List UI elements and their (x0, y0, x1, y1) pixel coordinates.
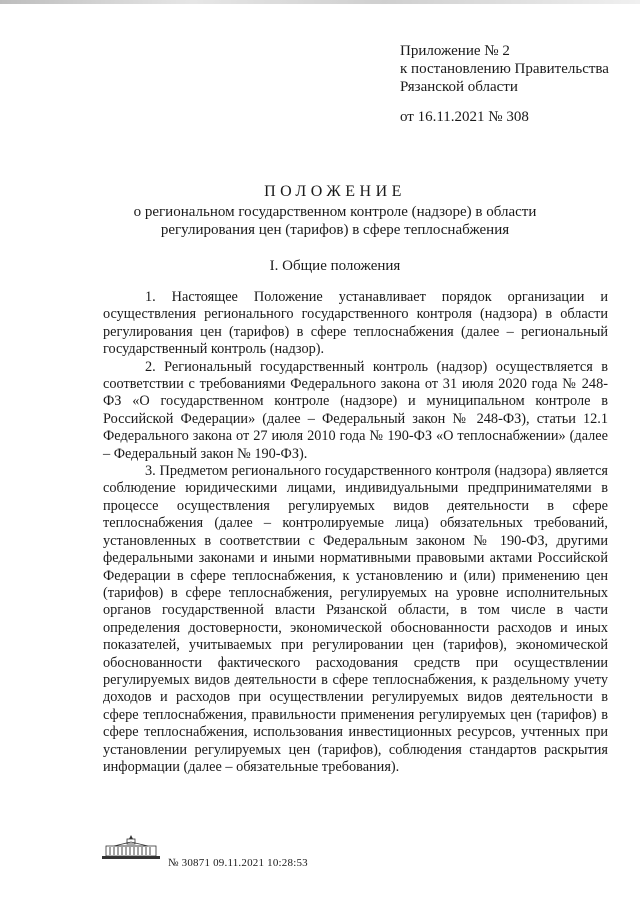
appendix-number: Приложение № 2 (400, 43, 510, 59)
scan-edge (0, 0, 640, 4)
appendix-resolution-ref: к постановлению Правительства (400, 61, 609, 77)
section-heading: I. Общие положения (269, 258, 401, 274)
appendix-region: Рязанской области (400, 79, 518, 95)
paragraph-2: 2. Региональный государственный контроль (надзор) осуществляется в соответствии с требованиями Федерального закона от 31 июля 2020 года № 248-ФЗ «О государственном контроле (надзоре) и муниципальном контроле в Российской Федерации» (далее – Федеральный закон № 248-ФЗ), статьи 12.1 Федерального закона от 27 июля 2010 года № 190-ФЗ «О теплоснабжении» (далее – Федеральный закон № 190-ФЗ). (103, 358, 608, 462)
document-title: ПОЛОЖЕНИЕ (264, 183, 406, 200)
registration-stamp: № 30871 09.11.2021 10:28:53 (168, 857, 308, 869)
document-body (103, 289, 608, 776)
paragraph-1: 1. Настоящее Положение устанавливает порядок организации и осуществления регионального государственного контроля (надзора) в области регулирования цен (тарифов) в сфере теплоснабжения (далее – региональный государственный контроль (надзор). (103, 289, 608, 358)
government-building-logo (100, 833, 162, 861)
subtitle-line-1: о региональном государственном контроле (надзоре) в области (133, 204, 537, 220)
subtitle-line-2: регулирования цен (тарифов) в сфере теплоснабжения (160, 222, 510, 238)
appendix-header (400, 42, 636, 126)
appendix-date: от 16.11.2021 № 308 (400, 109, 529, 125)
document-subtitle (0, 203, 640, 239)
paragraph-3: 3. Предметом регионального государственного контроля (надзора) является соблюдение юридическими лицами, индивидуальными предпринимателями в процессе осуществления регулируемых видов деятельности в сфере теплоснабжения (далее – контролируемые лица) обязательных требований, установленных в соответствии с Федеральным законом № 190-ФЗ, другими федеральными законами и иными нормативными правовыми актами Российской Федерации в сфере теплоснабжения, к установлению и (или) применению цен (тарифов) в сфере теплоснабжения, регулируемых на уровне исполнительных органов государственной власти Рязанской области, в том числе в части определения достоверности, экономической обоснованности расходов и иных показателей, учитываемых при регулировании цен (тарифов), экономической обоснованности фактического расходования средств при осуществлении регулируемых видов деятельности в сфере теплоснабжения, к раздельному учету доходов и расходов при осуществлении регулируемых видов деятельности в сфере теплоснабжения, правильности применения регулируемых цен (тарифов) в сфере теплоснабжения, использования инвестиционных ресурсов, учтенных при установлении регулируемых цен (тарифов), соблюдения стандартов раскрытия информации (далее – обязательные требования). (103, 463, 608, 775)
